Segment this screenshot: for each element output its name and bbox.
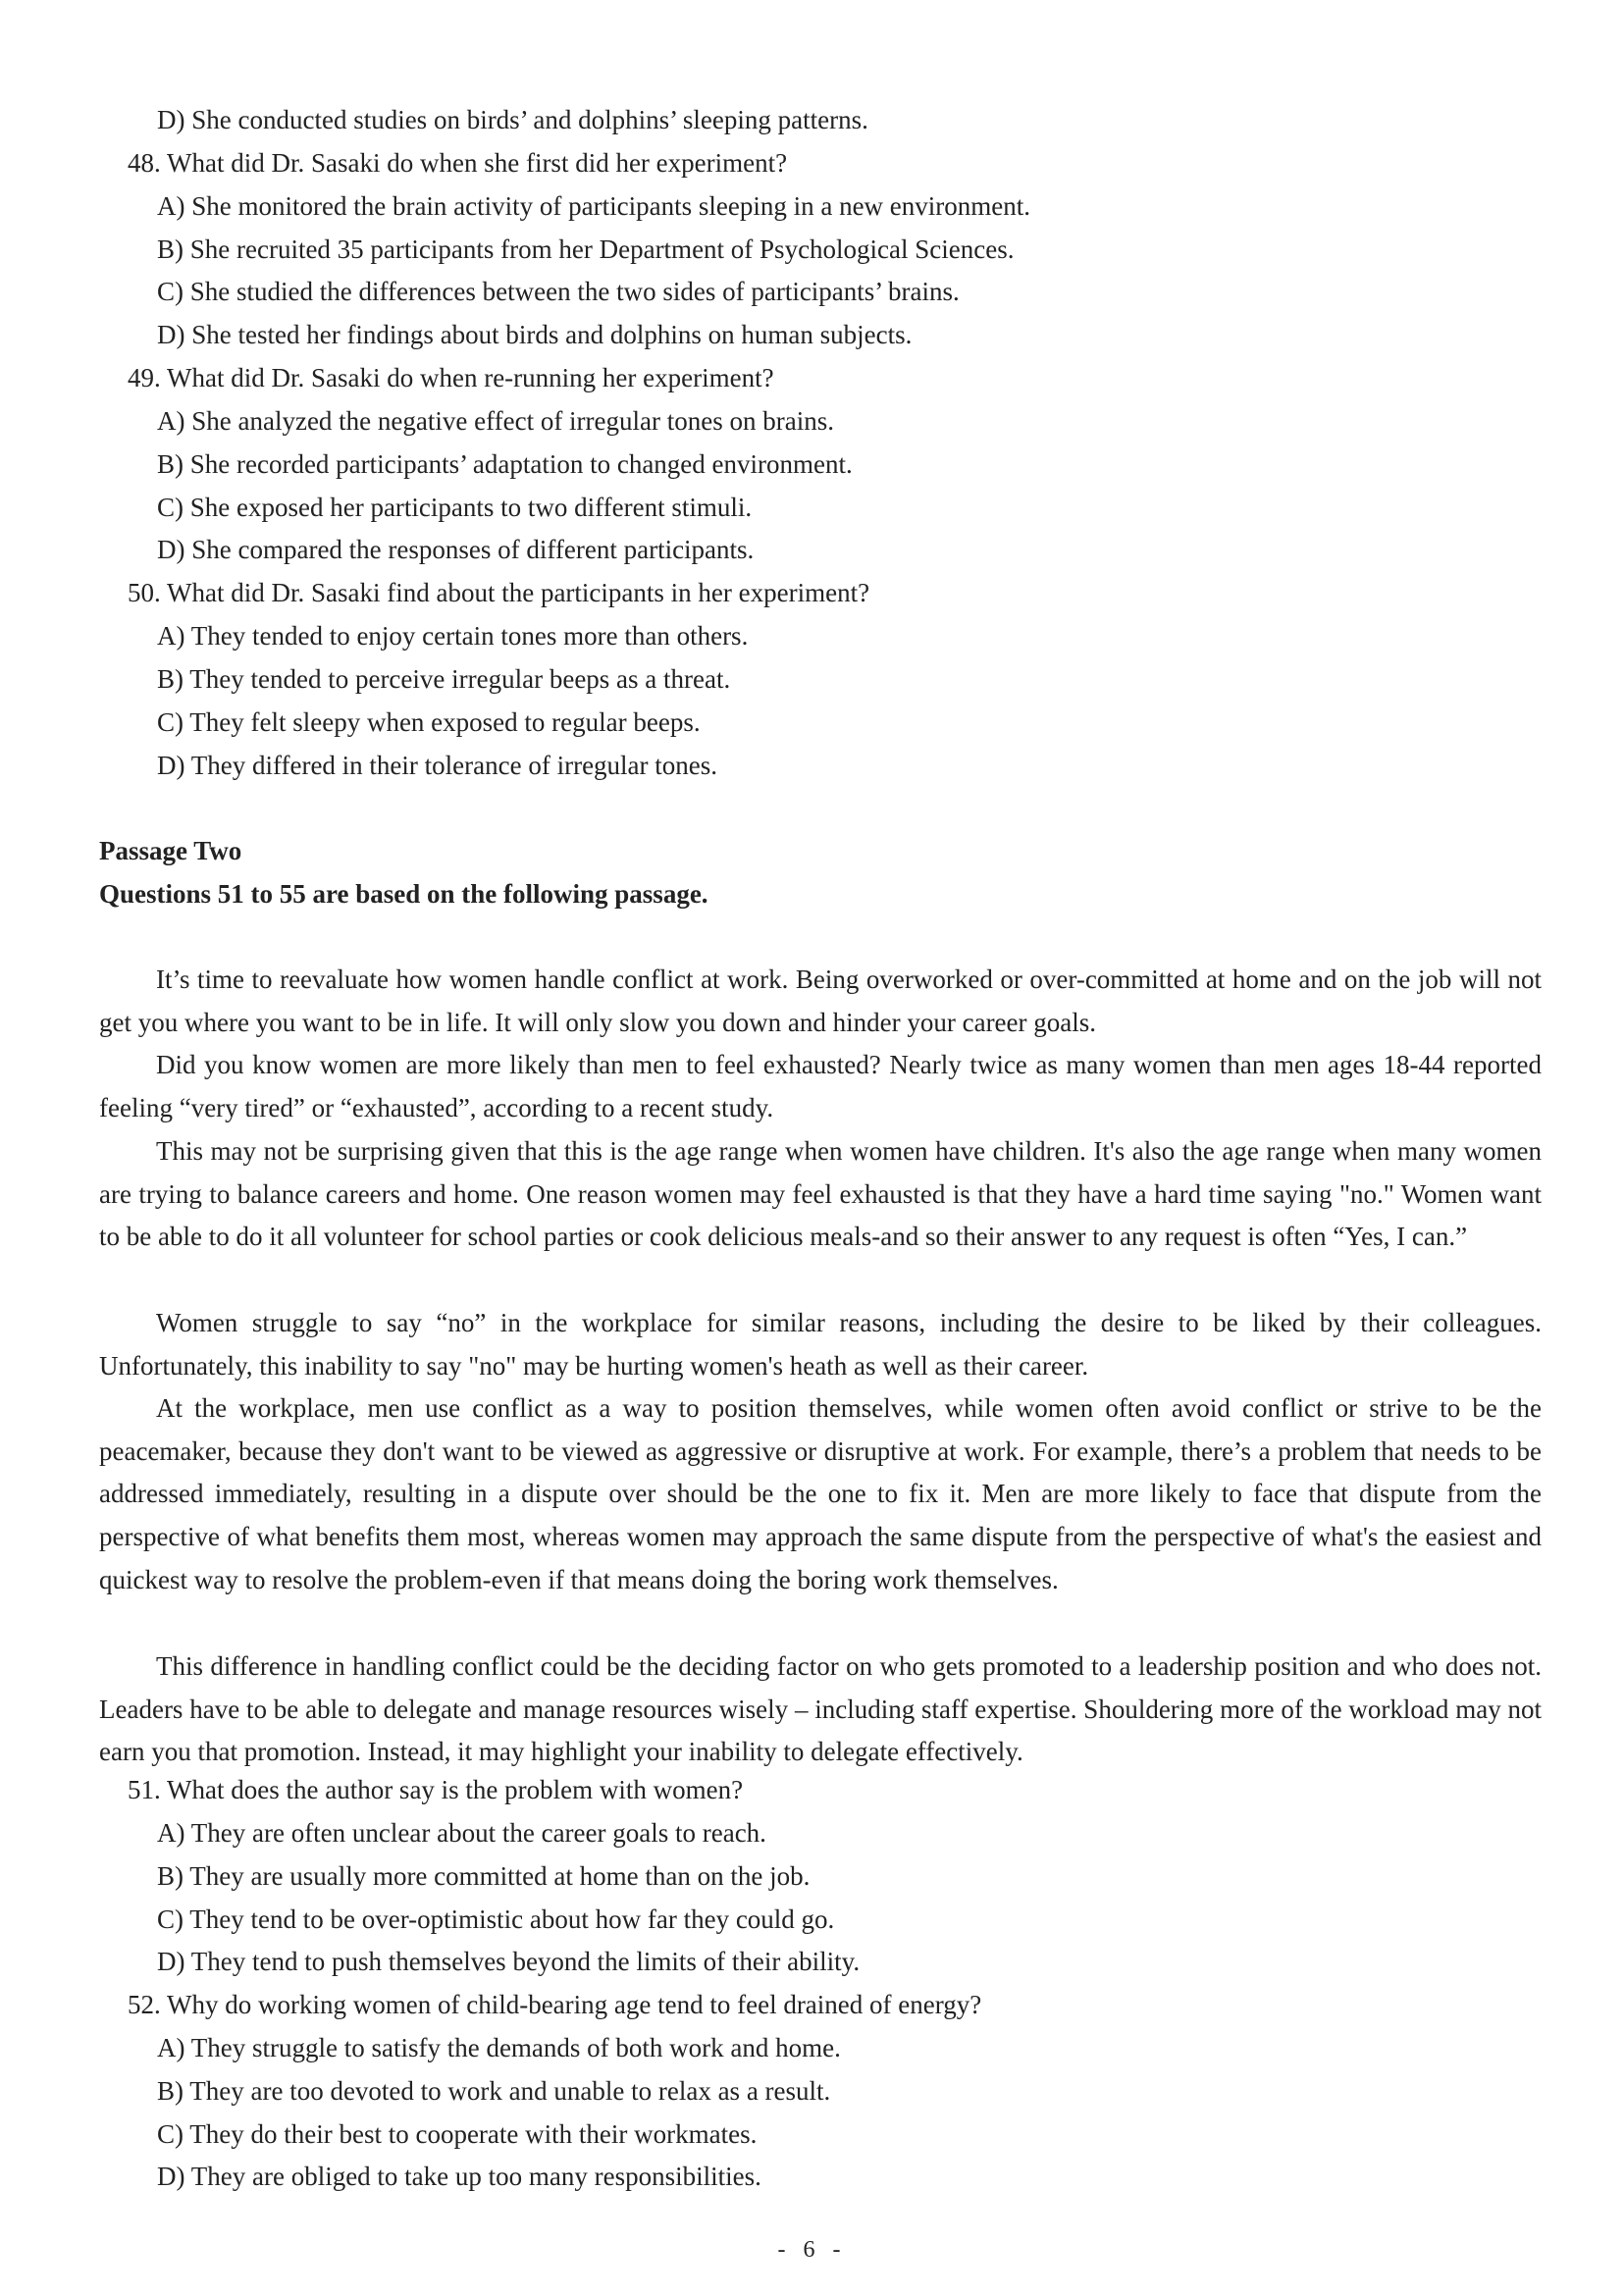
passage-paragraph-6: This difference in handling conflict could be the deciding factor on who gets promoted to a leadership position and who does not. Leaders have to be able to delegate and manage resources wisely – including staff expertise. Shouldering more of the workload may not earn you that promotion. Instead, it may highlight your inability to delegate effectively. (99, 1651, 1542, 1767)
passage-paragraph-2: Did you know women are more likely than men to feel exhausted? Nearly twice as many women than men ages 18-44 reported feeling “very tired” or “exhausted”, according to a recent study. (99, 1050, 1542, 1122)
q52-option-b: B) They are too devoted to work and unable to relax as a result. (157, 2076, 831, 2106)
q49-question: 49. What did Dr. Sasaki do when re-running her experiment? (128, 363, 774, 392)
passage-title: Passage Two (99, 836, 242, 865)
q50-question: 50. What did Dr. Sasaki find about the participants in her experiment? (128, 578, 870, 607)
q52-question: 52. Why do working women of child-bearing age tend to feel drained of energy? (128, 1990, 982, 2019)
q50-option-c: C) They felt sleepy when exposed to regular beeps. (157, 707, 701, 737)
passage-paragraph-4: Women struggle to say “no” in the workplace for similar reasons, including the desire to be liked by their colleagues. Unfortunately, this inability to say "no" may be hurting women's heath as well as their career. (99, 1308, 1542, 1381)
passage-paragraph-3: This may not be surprising given that this is the age range when women have children. It's also the age range when many women are trying to balance careers and home. One reason women may feel exhausted is that they have a hard time saying "no." Women want to be able to do it all volunteer for school parties or cook delicious meals-and so their answer to any request is often “Yes, I can.” (99, 1136, 1542, 1252)
q49-option-c: C) She exposed her participants to two different stimuli. (157, 493, 753, 522)
q50-option-d: D) They differed in their tolerance of irregular tones. (157, 751, 718, 780)
q47-option-d: D) She conducted studies on birds’ and dolphins’ sleeping patterns. (157, 105, 868, 134)
q52-option-c: C) They do their best to cooperate with their workmates. (157, 2119, 758, 2149)
q49-option-a: A) She analyzed the negative effect of irregular tones on brains. (157, 406, 834, 436)
q48-option-a: A) She monitored the brain activity of participants sleeping in a new environment. (157, 191, 1031, 221)
q48-option-b: B) She recruited 35 participants from her Department of Psychological Sciences. (157, 235, 1015, 264)
q48-option-c: C) She studied the differences between the two sides of participants’ brains. (157, 277, 960, 306)
q51-question: 51. What does the author say is the problem with women? (128, 1775, 744, 1804)
q48-option-d: D) She tested her findings about birds and dolphins on human subjects. (157, 320, 913, 349)
passage-paragraph-1: It’s time to reevaluate how women handle conflict at work. Being overworked or over-committed at home and on the job will not get you where you want to be in life. It will only slow you down and hinder your career goals. (99, 965, 1542, 1037)
q49-option-d: D) She compared the responses of different participants. (157, 535, 755, 564)
q51-option-b: B) They are usually more committed at home than on the job. (157, 1861, 811, 1891)
q52-option-d: D) They are obliged to take up too many responsibilities. (157, 2162, 761, 2191)
q51-option-d: D) They tend to push themselves beyond the limits of their ability. (157, 1947, 861, 1976)
page-number: - 6 - (777, 2237, 847, 2263)
q50-option-a: A) They tended to enjoy certain tones more than others. (157, 621, 749, 651)
q50-option-b: B) They tended to perceive irregular beeps as a threat. (157, 664, 731, 694)
passage-instruction: Questions 51 to 55 are based on the following passage. (99, 879, 708, 909)
passage-paragraph-5: At the workplace, men use conflict as a way to position themselves, while women often avoid conflict or strive to be the peacemaker, because they don't want to be viewed as aggressive or disruptive at work. For example, there’s a problem that needs to be addressed immediately, resulting in a dispute over should be the one to fix it. Men are more likely to face that dispute from the perspective of what benefits them most, whereas women may approach the same dispute from the perspective of what's the easiest and quickest way to resolve the problem-even if that means doing the boring work themselves. (99, 1393, 1542, 1594)
q51-option-a: A) They are often unclear about the career goals to reach. (157, 1818, 766, 1848)
q49-option-b: B) She recorded participants’ adaptation to changed environment. (157, 449, 853, 479)
q52-option-a: A) They struggle to satisfy the demands of both work and home. (157, 2033, 841, 2062)
q51-option-c: C) They tend to be over-optimistic about how far they could go. (157, 1904, 835, 1934)
q48-question: 48. What did Dr. Sasaki do when she first did her experiment? (128, 148, 788, 178)
